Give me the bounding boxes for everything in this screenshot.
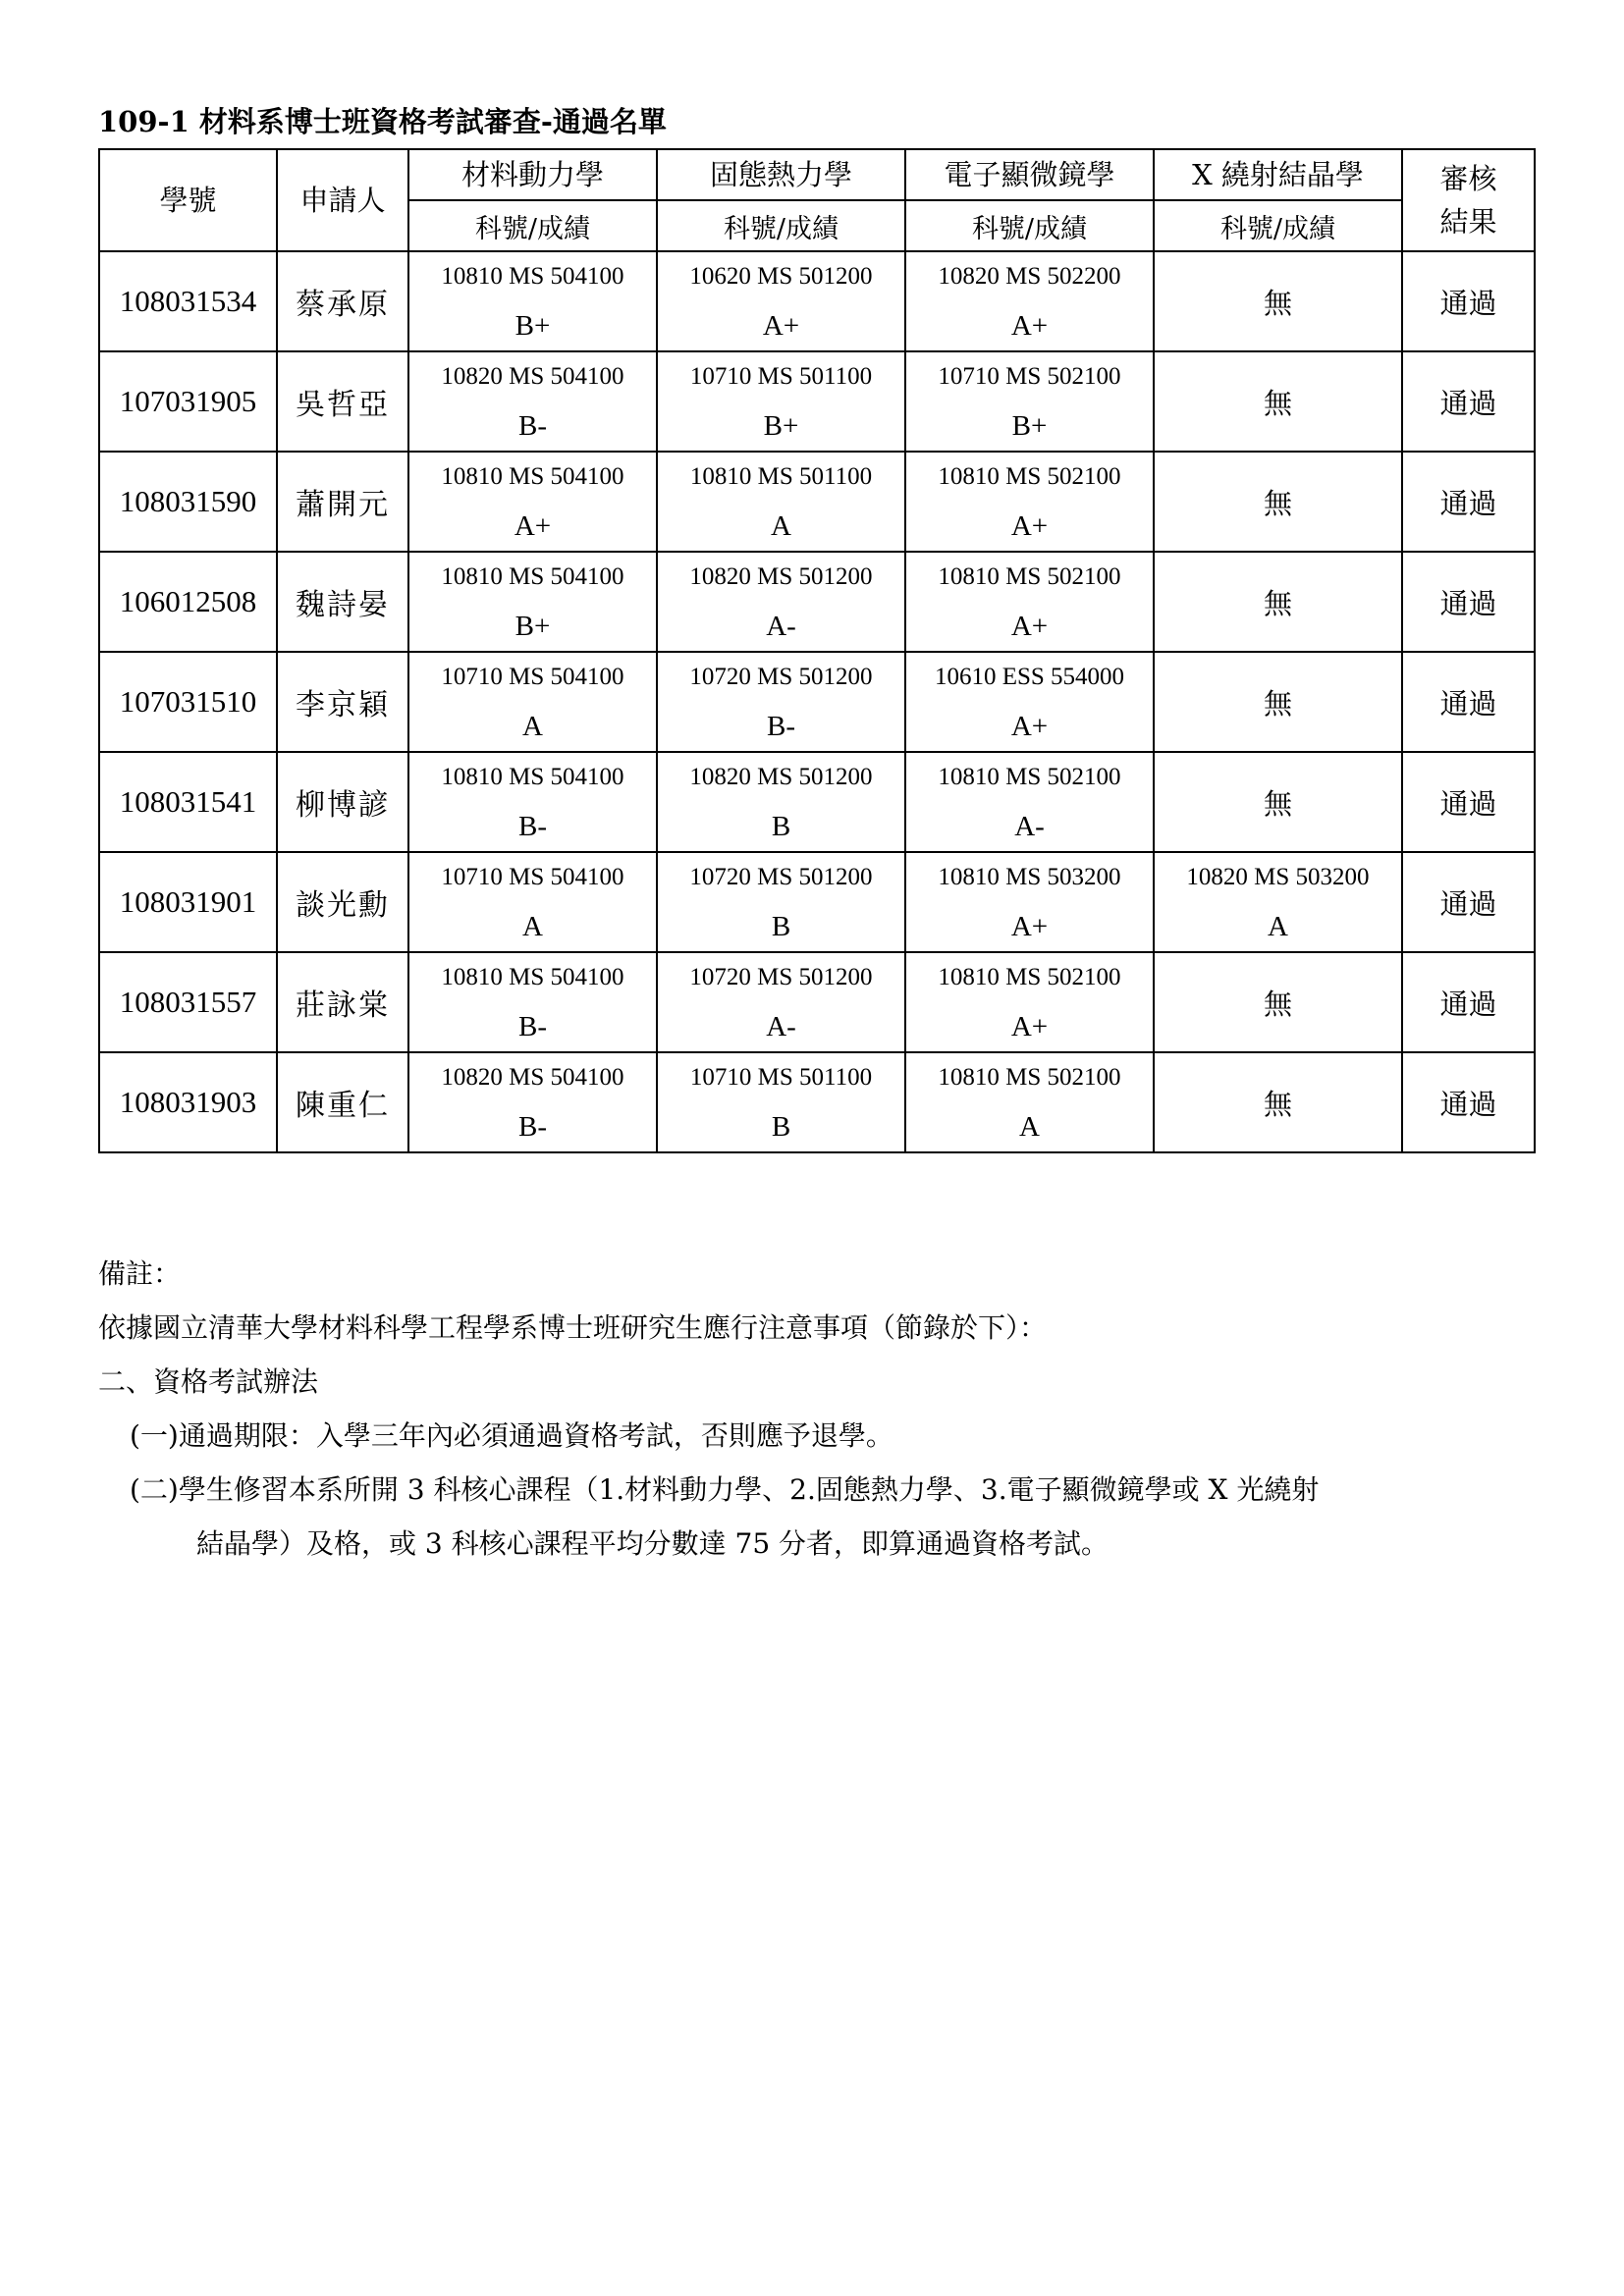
- course3-cell: 10810 MS 502100 A-: [905, 752, 1154, 852]
- result-cell: 通過: [1402, 752, 1535, 852]
- course2-cell: 10720 MS 501200 B-: [657, 652, 905, 752]
- table-row: [99, 1052, 1535, 1152]
- header-course-xray-crystallography: X 繞射結晶學: [1154, 149, 1402, 200]
- course2-cell: 10710 MS 501100 B: [657, 1052, 905, 1152]
- applicant-cell: 蕭開元: [277, 452, 408, 552]
- applicant-cell: 李京穎: [277, 652, 408, 752]
- table-row: [99, 952, 1535, 1052]
- course3-cell: 10610 ESS 554000 A+: [905, 652, 1154, 752]
- course2-cell: 10810 MS 501100 A: [657, 452, 905, 552]
- notes-line: 二、資格考試辦法: [98, 1365, 319, 1398]
- course4-cell: 無: [1154, 251, 1402, 351]
- header-course-electron-microscopy: 電子顯微鏡學: [905, 149, 1154, 200]
- applicant-cell: 柳博諺: [277, 752, 408, 852]
- course1-cell: 10810 MS 504100 B+: [408, 251, 657, 351]
- student-id-cell: 108031557: [99, 952, 277, 1052]
- notes-line: (二)學生修習本系所開 3 科核心課程（1.材料動力學、2.固態熱力學、3.電子顯微鏡學或 X 光繞射: [130, 1473, 1320, 1506]
- student-id-cell: 107031905: [99, 351, 277, 452]
- applicant-cell: 吳哲亞: [277, 351, 408, 452]
- course2-cell: 10820 MS 501200 A-: [657, 552, 905, 652]
- table-row: [99, 552, 1535, 652]
- table-row: [99, 652, 1535, 752]
- applicant-cell: 莊詠棠: [277, 952, 408, 1052]
- course4-cell: 無: [1154, 652, 1402, 752]
- course4-cell: 無: [1154, 452, 1402, 552]
- result-cell: 通過: [1402, 1052, 1535, 1152]
- qualification-results-table: [98, 148, 1536, 1153]
- header-review-result: 審核 結果: [1402, 149, 1535, 251]
- table-row: [99, 251, 1535, 351]
- course2-cell: 10710 MS 501100 B+: [657, 351, 905, 452]
- student-id-cell: 108031901: [99, 852, 277, 952]
- course1-cell: 10810 MS 504100 B-: [408, 952, 657, 1052]
- course3-cell: 10820 MS 502200 A+: [905, 251, 1154, 351]
- course1-cell: 10810 MS 504100 A+: [408, 452, 657, 552]
- course4-cell: 無: [1154, 952, 1402, 1052]
- notes-line: (一)通過期限：入學三年內必須通過資格考試，否則應予退學。: [130, 1419, 893, 1452]
- header-sub-code-grade: 科號/成績: [657, 200, 905, 251]
- student-id-cell: 108031541: [99, 752, 277, 852]
- course2-cell: 10820 MS 501200 B: [657, 752, 905, 852]
- header-sub-code-grade: 科號/成績: [905, 200, 1154, 251]
- student-id-cell: 108031534: [99, 251, 277, 351]
- course3-cell: 10810 MS 502100 A+: [905, 452, 1154, 552]
- notes-line: 依據國立清華大學材料科學工程學系博士班研究生應行注意事項（節錄於下）：: [98, 1311, 1048, 1344]
- course1-cell: 10710 MS 504100 A: [408, 652, 657, 752]
- header-applicant: 申請人: [277, 149, 408, 251]
- applicant-cell: 談光勳: [277, 852, 408, 952]
- course1-cell: 10820 MS 504100 B-: [408, 351, 657, 452]
- table-row: [99, 852, 1535, 952]
- course4-cell: 無: [1154, 752, 1402, 852]
- table-row: [99, 351, 1535, 452]
- result-cell: 通過: [1402, 351, 1535, 452]
- header-student-id: 學號: [99, 149, 277, 251]
- applicant-cell: 蔡承原: [277, 251, 408, 351]
- course4-cell: 10820 MS 503200 A: [1154, 852, 1402, 952]
- header-course-solid-thermodynamics: 固態熱力學: [657, 149, 905, 200]
- course1-cell: 10810 MS 504100 B+: [408, 552, 657, 652]
- header-course-materials-kinetics: 材料動力學: [408, 149, 657, 200]
- course1-cell: 10810 MS 504100 B-: [408, 752, 657, 852]
- student-id-cell: 108031903: [99, 1052, 277, 1152]
- notes-section: [98, 1247, 1542, 1571]
- result-cell: 通過: [1402, 952, 1535, 1052]
- table-row: [99, 452, 1535, 552]
- document-title: 109-1 材料系博士班資格考試審查-通過名單: [98, 105, 667, 138]
- course3-cell: 10810 MS 503200 A+: [905, 852, 1154, 952]
- notes-heading: 備註：: [98, 1257, 182, 1290]
- result-cell: 通過: [1402, 852, 1535, 952]
- course1-cell: 10710 MS 504100 A: [408, 852, 657, 952]
- result-cell: 通過: [1402, 652, 1535, 752]
- result-cell: 通過: [1402, 251, 1535, 351]
- student-id-cell: 106012508: [99, 552, 277, 652]
- result-cell: 通過: [1402, 552, 1535, 652]
- notes-line: 結晶學）及格，或 3 科核心課程平均分數達 75 分者，即算通過資格考試。: [196, 1527, 1110, 1560]
- header-sub-code-grade: 科號/成績: [1154, 200, 1402, 251]
- student-id-cell: 108031590: [99, 452, 277, 552]
- table-row: [99, 752, 1535, 852]
- course4-cell: 無: [1154, 351, 1402, 452]
- course4-cell: 無: [1154, 552, 1402, 652]
- course2-cell: 10620 MS 501200 A+: [657, 251, 905, 351]
- course2-cell: 10720 MS 501200 A-: [657, 952, 905, 1052]
- course3-cell: 10710 MS 502100 B+: [905, 351, 1154, 452]
- course3-cell: 10810 MS 502100 A: [905, 1052, 1154, 1152]
- course1-cell: 10820 MS 504100 B-: [408, 1052, 657, 1152]
- result-cell: 通過: [1402, 452, 1535, 552]
- course3-cell: 10810 MS 502100 A+: [905, 552, 1154, 652]
- course4-cell: 無: [1154, 1052, 1402, 1152]
- applicant-cell: 魏詩晏: [277, 552, 408, 652]
- header-sub-code-grade: 科號/成績: [408, 200, 657, 251]
- course2-cell: 10720 MS 501200 B: [657, 852, 905, 952]
- applicant-cell: 陳重仁: [277, 1052, 408, 1152]
- student-id-cell: 107031510: [99, 652, 277, 752]
- course3-cell: 10810 MS 502100 A+: [905, 952, 1154, 1052]
